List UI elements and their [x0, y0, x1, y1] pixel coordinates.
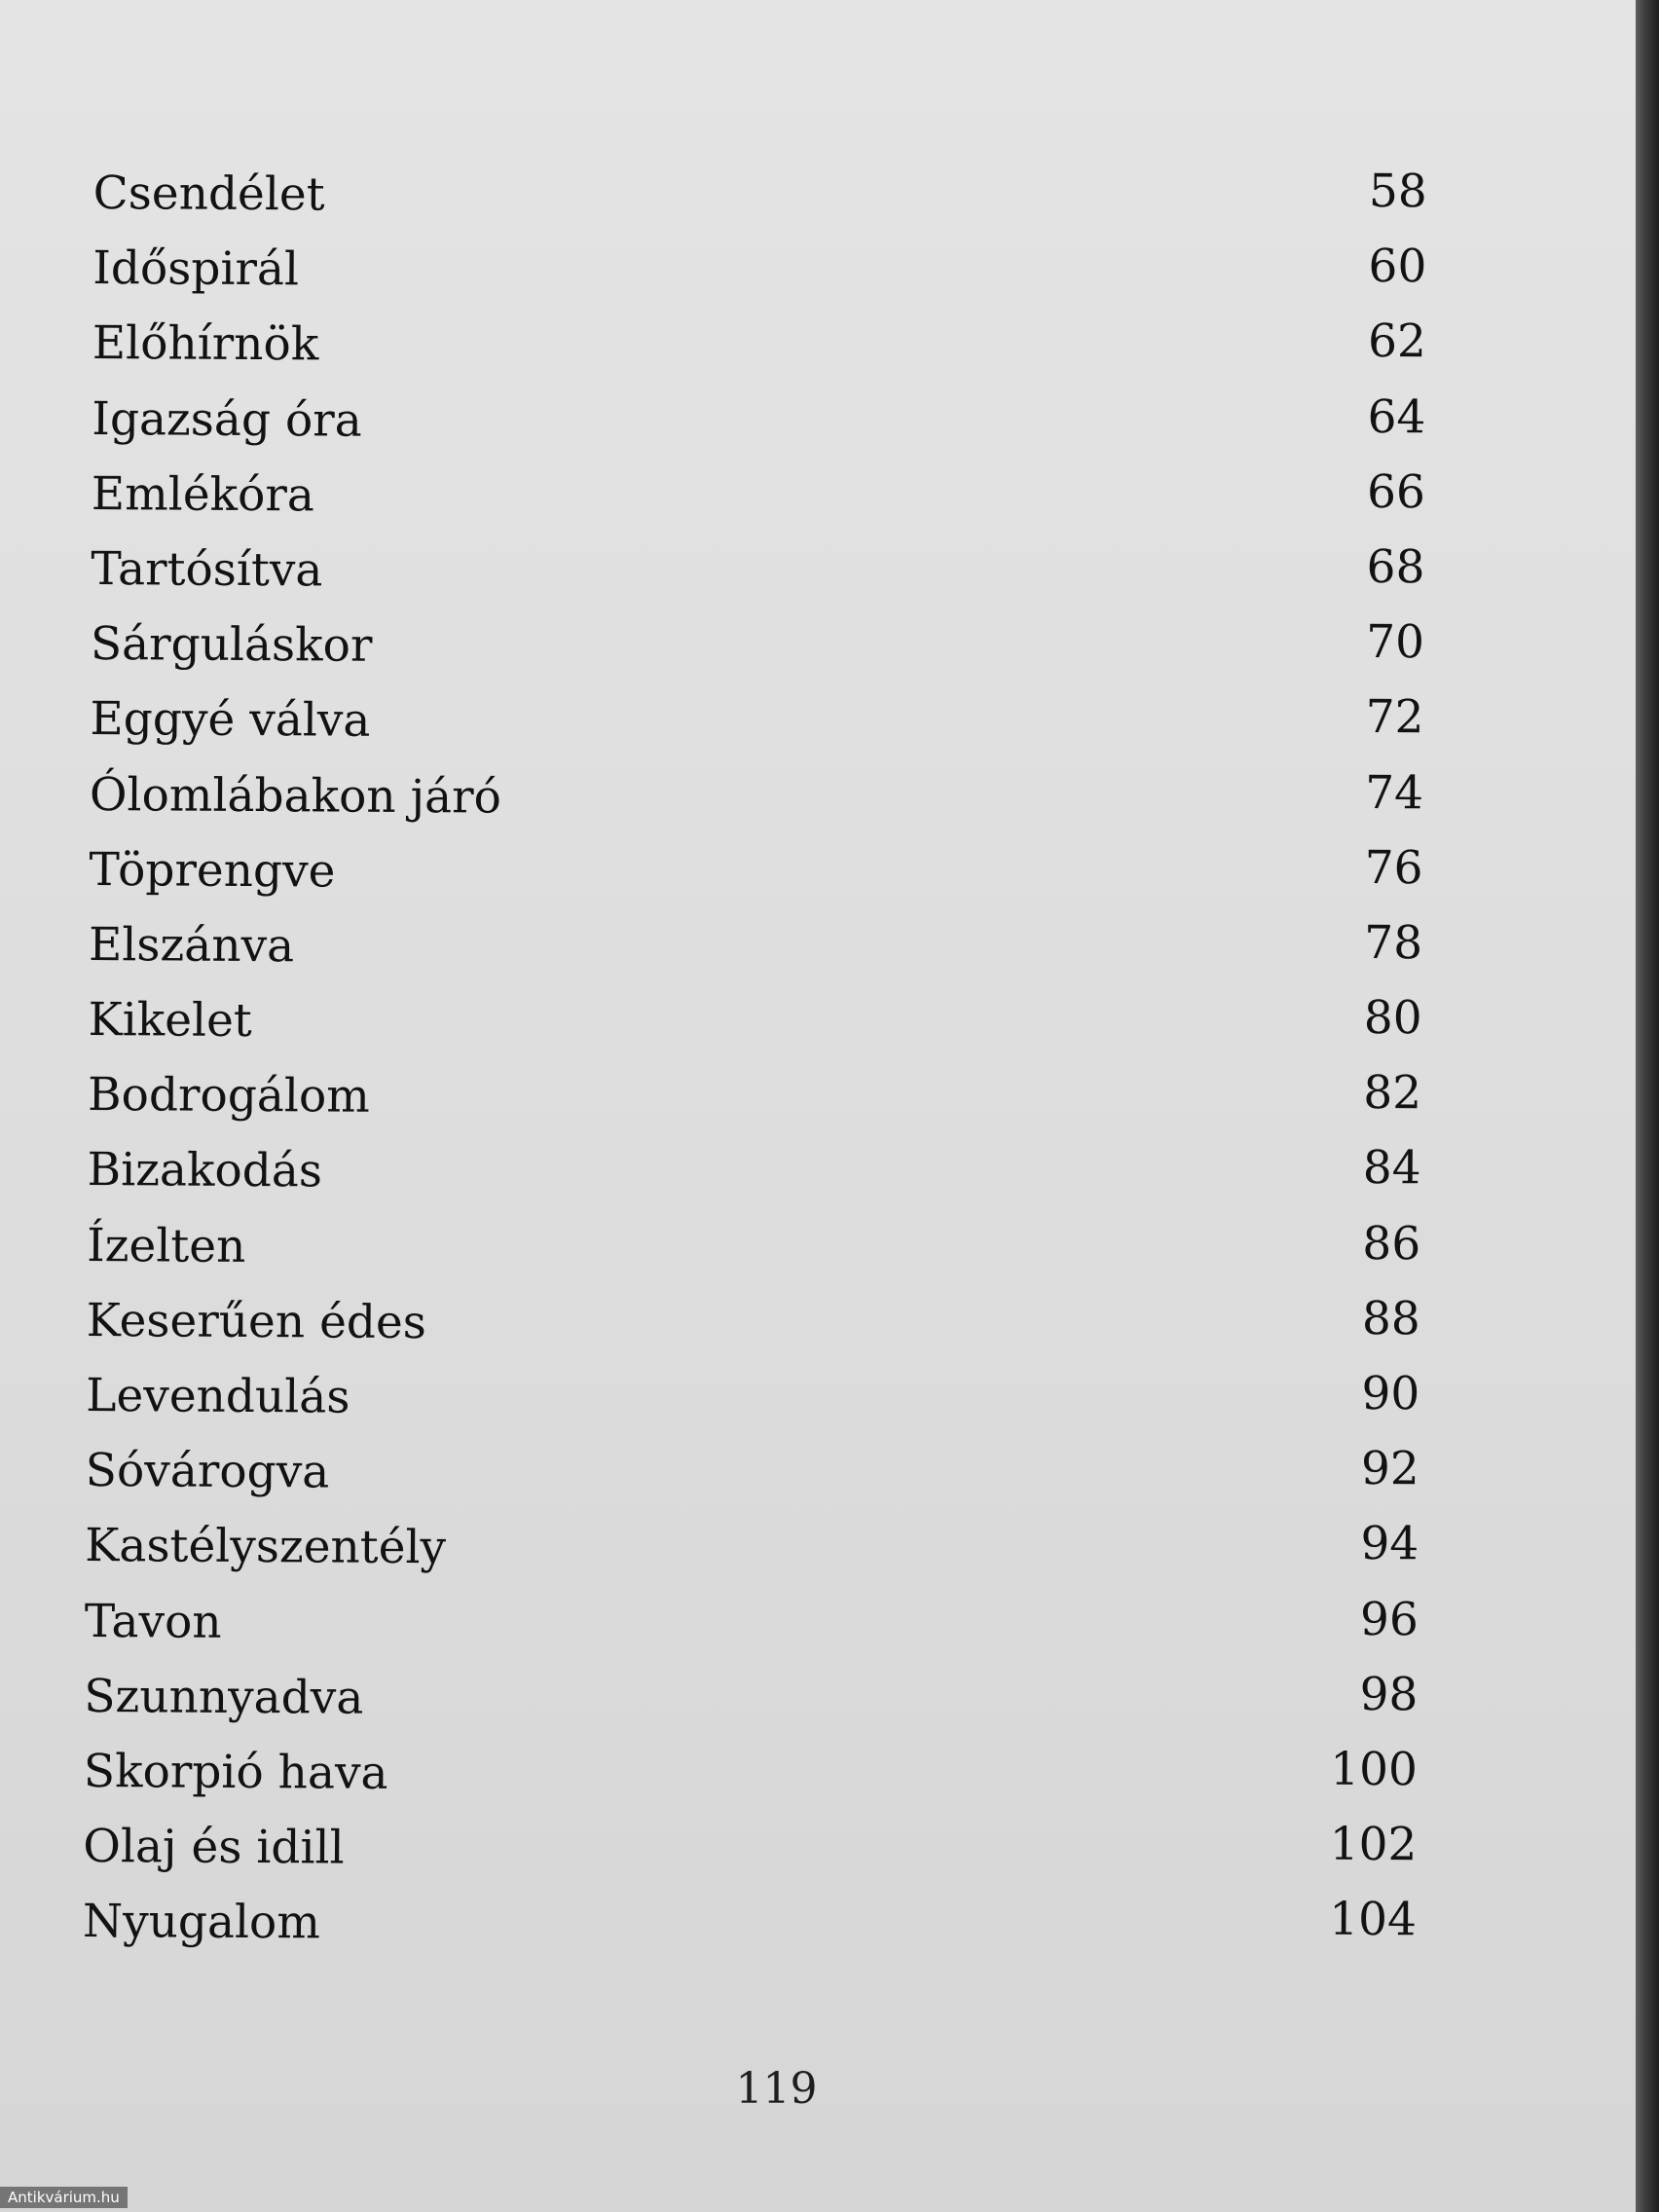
toc-entry-page: 104: [1329, 1893, 1418, 1947]
toc-entry: [91, 607, 1424, 690]
toc-entry: [90, 682, 1423, 765]
toc-entry-title: Ólomlábakon járó: [89, 767, 502, 825]
toc-entry-page: 60: [1368, 240, 1427, 294]
toc-entry-title: Időspirál: [92, 241, 300, 297]
toc-entry-page: 82: [1363, 1066, 1422, 1121]
toc-entry-page: 74: [1365, 765, 1424, 820]
toc-entry-title: Nyugalom: [82, 1895, 321, 1950]
toc-entry-page: 68: [1366, 539, 1425, 595]
toc-entry-page: 98: [1359, 1667, 1419, 1722]
toc-entry-title: Előhírnök: [92, 316, 319, 372]
toc-entry-title: Szunnyadva: [84, 1669, 364, 1725]
toc-entry-page: 58: [1368, 165, 1427, 219]
toc-entry: [91, 532, 1424, 615]
toc-entry-page: 62: [1367, 314, 1427, 369]
toc-entry-title: Tartósítva: [91, 541, 323, 598]
toc-entry: [86, 1433, 1419, 1517]
toc-entry-page: 64: [1367, 389, 1426, 444]
toc-entry: [89, 907, 1422, 991]
toc-entry-title: Emlékóra: [91, 466, 315, 523]
toc-entry-title: Keserűen édes: [86, 1293, 427, 1349]
page-edge-shadow: [1636, 0, 1659, 2212]
toc-entry: [88, 982, 1421, 1066]
toc-entry: [87, 1208, 1420, 1292]
toc-entry-page: 78: [1364, 915, 1423, 971]
toc-entry: [89, 832, 1422, 916]
toc-entry-title: Sárguláskor: [90, 617, 373, 673]
toc-entry: [83, 1884, 1417, 1968]
toc-entry-title: Kastélyszentély: [85, 1519, 447, 1575]
toc-entry-title: Tavon: [84, 1594, 222, 1649]
toc-entry: [86, 1283, 1419, 1367]
toc-entry-page: 100: [1330, 1742, 1419, 1797]
toc-entry-page: 86: [1362, 1216, 1421, 1271]
toc-entry-page: 72: [1365, 690, 1424, 745]
toc-entry: [93, 156, 1427, 240]
toc-entry-title: Eggyé válva: [90, 692, 371, 749]
toc-entry-page: 76: [1364, 840, 1423, 896]
toc-entry: [83, 1809, 1417, 1893]
table-of-contents: [83, 156, 1427, 1968]
toc-entry: [92, 457, 1425, 540]
toc-entry: [92, 306, 1426, 389]
toc-entry-title: Kikelet: [88, 993, 252, 1049]
toc-entry-title: Bodrogálom: [87, 1068, 370, 1124]
toc-entry-page: 96: [1359, 1592, 1419, 1646]
toc-entry-page: 88: [1361, 1291, 1420, 1346]
toc-entry: [85, 1508, 1419, 1592]
toc-entry-page: 90: [1361, 1366, 1420, 1421]
toc-entry-page: 80: [1363, 991, 1422, 1046]
toc-entry: [84, 1734, 1418, 1818]
toc-entry-page: 70: [1365, 615, 1425, 670]
toc-entry: [92, 382, 1425, 465]
toc-entry: [87, 1132, 1420, 1216]
toc-entry-title: Levendulás: [86, 1368, 350, 1424]
toc-entry-title: Elszánva: [88, 917, 295, 974]
toc-entry: [92, 231, 1426, 314]
toc-entry-title: Töprengve: [89, 842, 336, 899]
toc-entry-title: Bizakodás: [87, 1143, 323, 1198]
toc-entry-title: Ízelten: [86, 1218, 246, 1273]
watermark: Antikvárium.hu: [0, 2187, 128, 2208]
toc-entry: [90, 756, 1423, 840]
toc-entry-page: 92: [1360, 1442, 1419, 1496]
toc-entry: [88, 1057, 1421, 1141]
toc-entry-page: 84: [1362, 1141, 1421, 1196]
toc-entry-page: 66: [1366, 464, 1426, 520]
toc-entry-title: Sóvárogva: [85, 1444, 330, 1499]
page-number: 119: [735, 2064, 818, 2114]
toc-entry-page: 102: [1329, 1817, 1418, 1872]
toc-entry: [84, 1659, 1418, 1743]
toc-entry-title: Olaj és idill: [83, 1820, 345, 1875]
toc-entry-title: Csendélet: [92, 166, 325, 222]
toc-entry: [86, 1358, 1419, 1442]
toc-entry: [85, 1584, 1419, 1668]
toc-entry-page: 94: [1360, 1517, 1419, 1571]
toc-entry-title: Skorpió hava: [83, 1744, 388, 1800]
toc-entry-title: Igazság óra: [92, 391, 362, 448]
